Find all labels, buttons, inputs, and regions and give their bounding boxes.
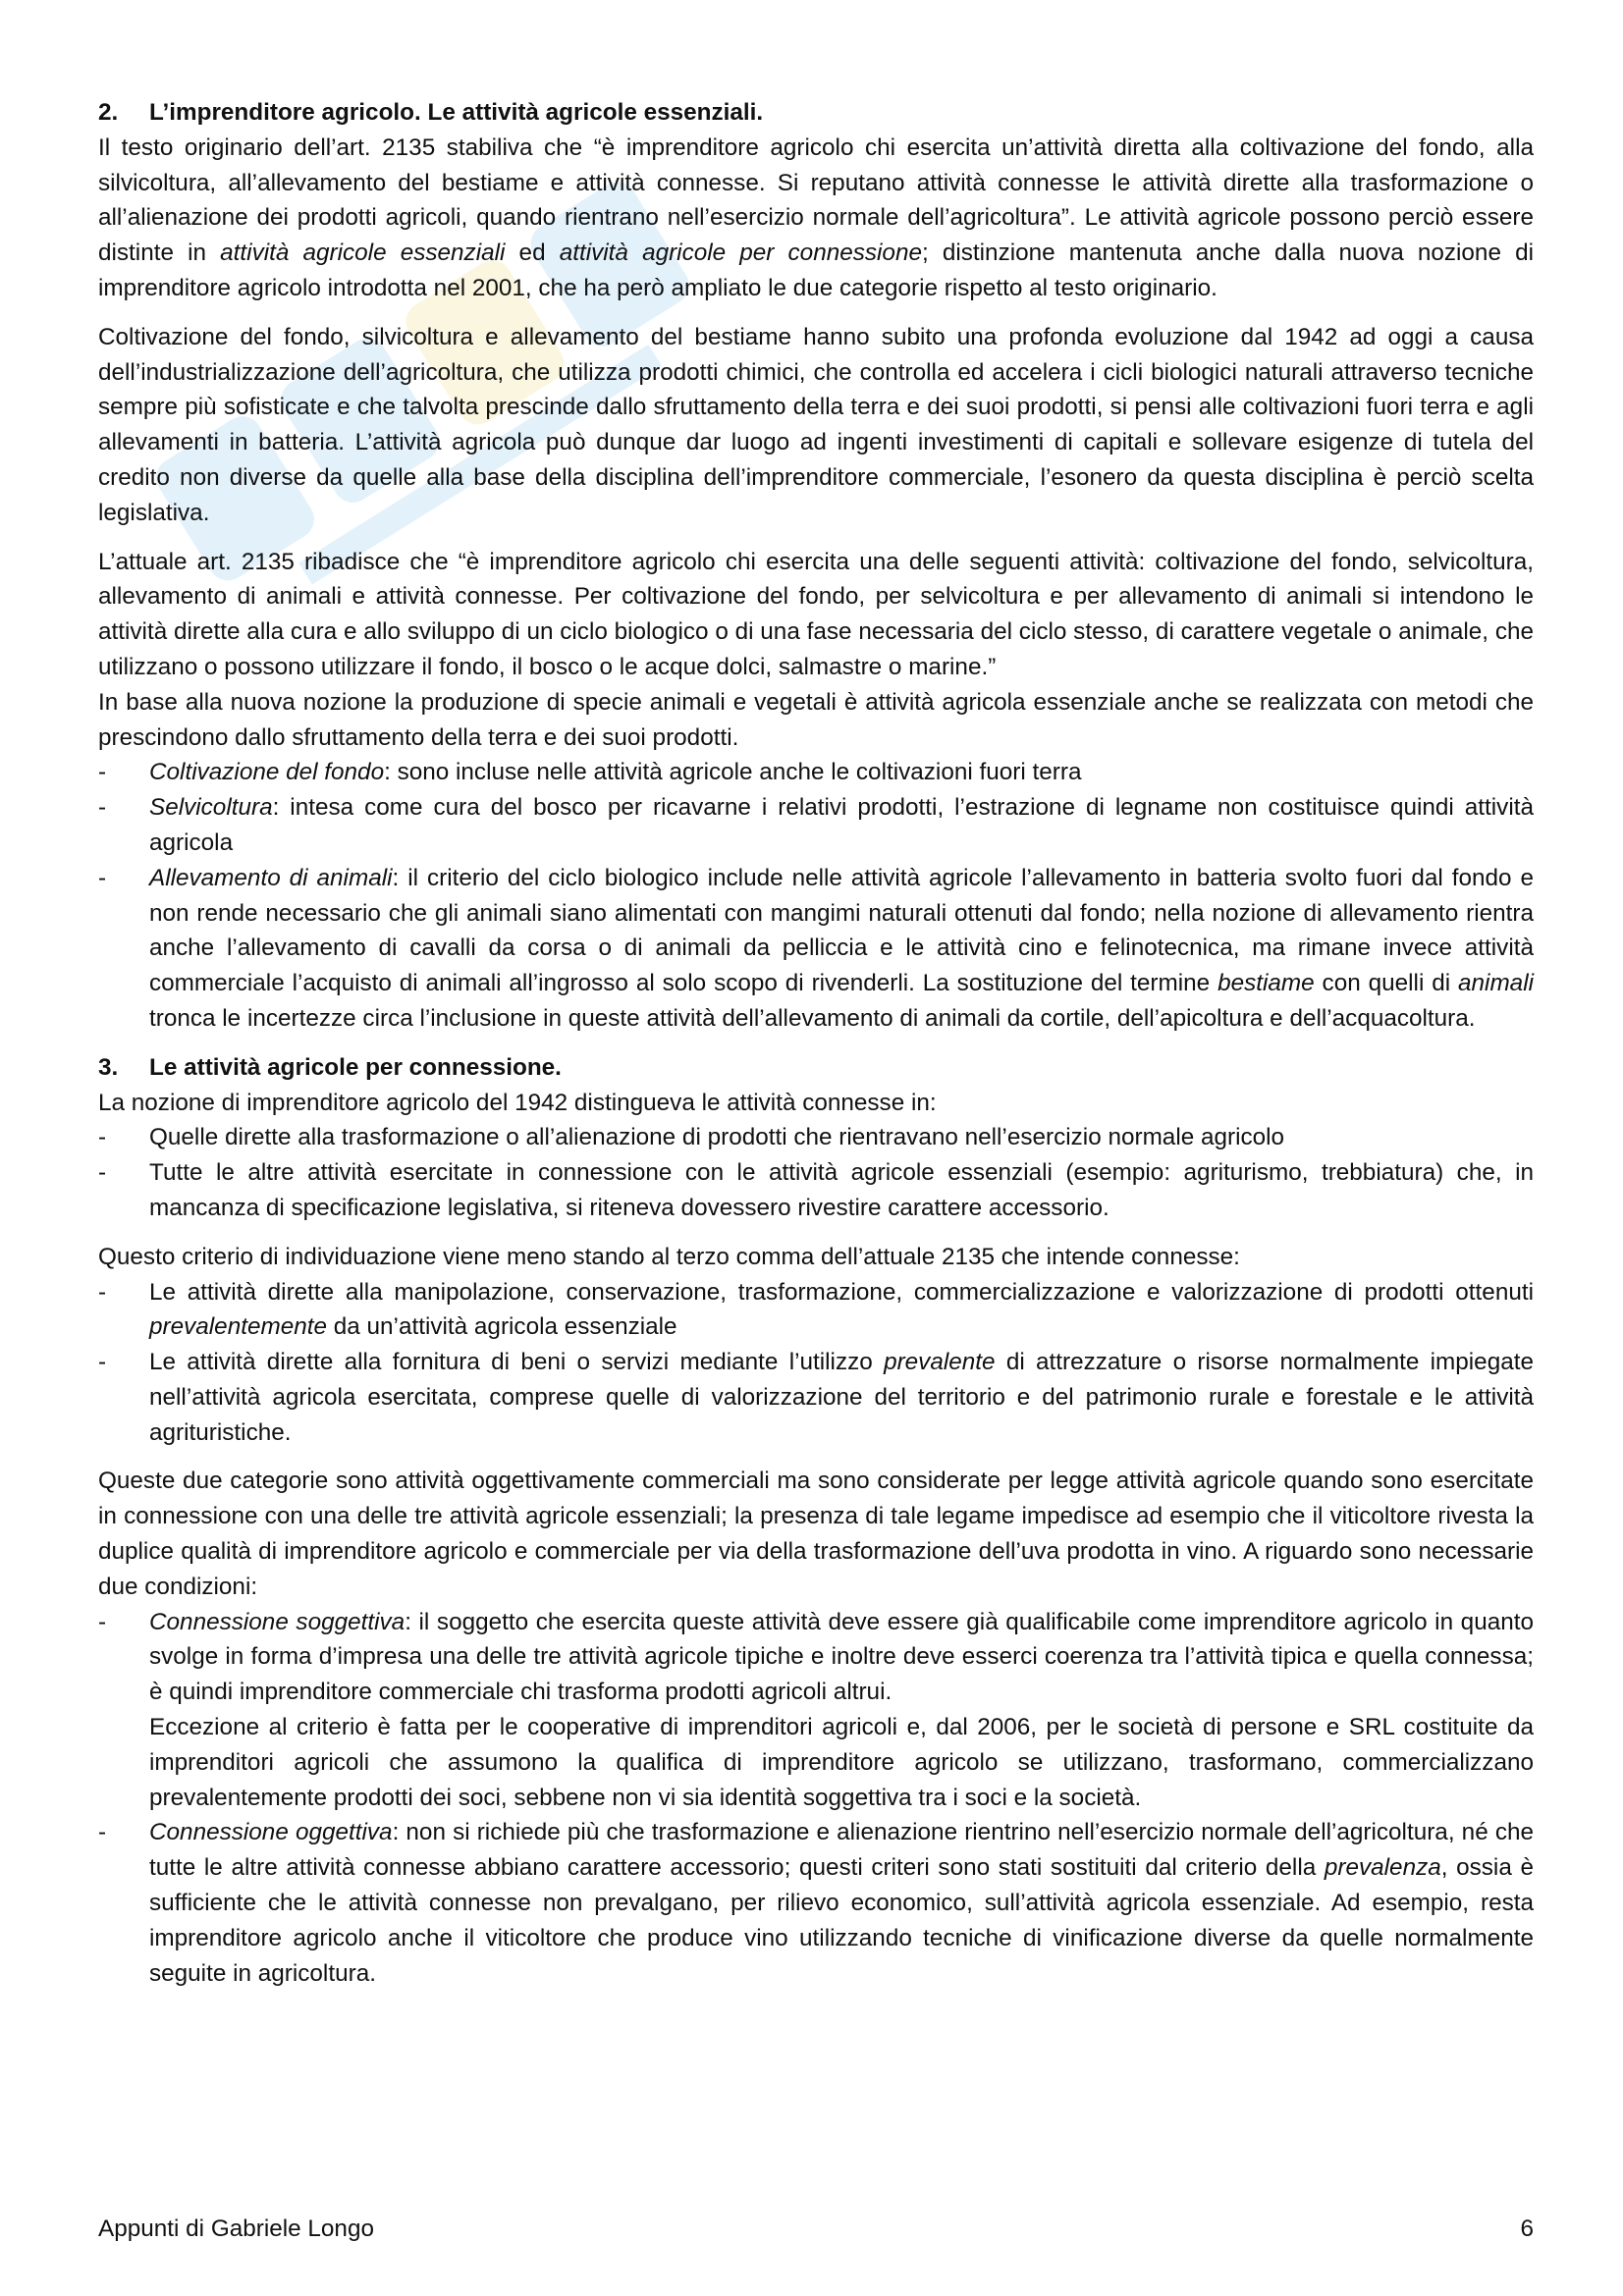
section-2-paragraph-2: Coltivazione del fondo, silvicoltura e allevamento del bestiame hanno subito una profonda evoluzione dal 1942 ad oggi a causa dell’industrializzazione dell’agricoltura, che utilizza prodotti chimici, che controlla ed accelera i cicli biologici naturali attraverso tecniche sempre più sofisticate e che talvolta prescinde dallo sfruttamento della terra e dei suoi prodotti, si pensi alle coltivazioni fuori terra e agli allevamenti in batteria. L’attività agricola può dunque dar luogo ad ingenti investimenti di capitali e sollevare esigenze di tutela del credito non diverse da quelle alla base della disciplina dell’imprenditore commerciale, l’esonero da questa disciplina è perciò scelta legislativa. (98, 323, 1534, 526)
section-2-list (98, 755, 1534, 1036)
list-item: - Le attività dirette alla fornitura di beni o servizi mediante l’utilizzo prevalente di attrezzature o risorse normalmente impiegate nell’attività agricola esercitata, comprese quelle di valorizzazione del territorio e del patrimonio rurale e forestale e le attività agrituristiche. (98, 1345, 1534, 1450)
list-item: - Le attività dirette alla manipolazione, conservazione, trasformazione, commercializzazione e valorizzazione di prodotti ottenuti prevalentemente da un’attività agricola essenziale (98, 1275, 1534, 1346)
list-item: - Tutte le altre attività esercitate in connessione con le attività agricole essenziali (esempio: agriturismo, trebbiatura) che, in mancanza di specificazione legislativa, si riteneva dovessero rivestire carattere accessorio. (98, 1155, 1534, 1226)
document-body (98, 95, 1534, 1991)
list-item: - Connessione oggettiva: non si richiede più che trasformazione e alienazione rientrino nell’esercizio normale dell’agricoltura, né che tutte le altre attività connesse abbiano carattere accessorio; questi criteri sono stati sostituiti dal criterio della prevalenza, ossia è sufficiente che le attività connesse non prevalgano, per rilievo economico, sull’attività agricola essenziale. Ad esempio, resta imprenditore agricolo anche il viticoltore che produce vino utilizzando tecniche di vinificazione diverse da quelle normalmente seguite in agricoltura. (98, 1815, 1534, 1991)
section-3-list-2 (98, 1275, 1534, 1451)
section-2-paragraph-3: L’attuale art. 2135 ribadisce che “è imprenditore agricolo chi esercita una delle seguenti attività: coltivazione del fondo, selvicoltura, allevamento di animali e attività connesse. Per coltivazione del fondo, per selvicoltura e per allevamento di animali si intendono le attività dirette alla cura e allo sviluppo di un ciclo biologico o di una fase necessaria del ciclo stesso, di carattere vegetale o animale, che utilizzano o possono utilizzare il fondo, il bosco o le acque dolci, salmastre o marine.” (98, 548, 1534, 680)
page-number: 6 (1520, 2216, 1534, 2242)
section-3-paragraph-1: La nozione di imprenditore agricolo del 1942 distingueva le attività connesse in: (98, 1089, 937, 1116)
page-footer (98, 2212, 1534, 2247)
section-3-paragraph-3: Queste due categorie sono attività oggettivamente commerciali ma sono considerate per legge attività agricole quando sono esercitate in connessione con una delle tre attività agricole essenziali; la presenza di tale legame impedisce ad esempio che il viticoltore rivesta la duplice qualità di imprenditore agricolo e commerciale per via della trasformazione dell’uva prodotta in vino. A riguardo sono necessarie due condizioni: (98, 1468, 1534, 1600)
section-3-list-1 (98, 1120, 1534, 1225)
footer-author: Appunti di Gabriele Longo (98, 2216, 374, 2242)
section-3-list-3 (98, 1605, 1534, 1992)
list-item: - Selvicoltura: intesa come cura del bosco per ricavarne i relativi prodotti, l’estrazione di legname non costituisce quindi attività agricola (98, 790, 1534, 861)
section-2-paragraph-4: In base alla nuova nozione la produzione di specie animali e vegetali è attività agricola essenziale anche se realizzata con metodi che prescindono dallo sfruttamento della terra e dei suoi prodotti. (98, 688, 1534, 751)
section-3-paragraph-2: Questo criterio di individuazione viene meno stando al terzo comma dell’attuale 2135 che intende connesse: (98, 1243, 1240, 1270)
section-2-heading: 2. L’imprenditore agricolo. Le attività agricole essenziali. (98, 99, 764, 126)
list-item: - Quelle dirette alla trasformazione o all’alienazione di prodotti che rientravano nell’esercizio normale agricolo (98, 1120, 1534, 1155)
section-3-heading: 3. Le attività agricole per connessione. (98, 1053, 562, 1081)
list-item: - Allevamento di animali: il criterio del ciclo biologico include nelle attività agricole l’allevamento in batteria svolto fuori dal fondo e non rende necessario che gli animali siano alimentati con mangimi naturali ottenuti dal fondo; nella nozione di allevamento rientra anche l’allevamento di cavalli da corsa o di animali da pelliccia e le attività cino e felinotecnica, ma rimane invece attività commerciale l’acquisto di animali all’ingrosso al solo scopo di rivenderli. La sostituzione del termine bestiame con quelli di animali tronca le incertezze circa l’inclusione in queste attività dell’allevamento di animali da cortile, dell’apicoltura e dell’acquacoltura. (98, 861, 1534, 1037)
section-2-paragraph-1: Il testo originario dell’art. 2135 stabiliva che “è imprenditore agricolo chi esercita un’attività diretta alla coltivazione del fondo, alla silvicoltura, all’allevamento del bestiame e attività connesse. Si reputano attività connesse le attività dirette alla trasformazione o all’alienazione dei prodotti agricoli, quando rientrano nell’esercizio normale dell’agricoltura”. Le attività agricole possono perciò essere distinte in attività agricole essenziali ed attività agricole per connessione; distinzione mantenuta anche dalla nuova nozione di imprenditore agricolo introdotta nel 2001, che ha però ampliato le due categorie rispetto al testo originario. (98, 133, 1535, 301)
list-item: - Coltivazione del fondo: sono incluse nelle attività agricole anche le coltivazioni fuori terra (98, 755, 1534, 790)
list-item: - Connessione soggettiva: il soggetto che esercita queste attività deve essere già qualificabile come imprenditore agricolo in quanto svolge in forma d’impresa una delle tre attività agricole tipiche e inoltre deve esserci coerenza tra l’attività tipica e quella connessa; è quindi imprenditore commerciale chi trasforma prodotti agricoli altrui. Eccezione al criterio è fatta per le cooperative di imprenditori agricoli e, dal 2006, per le società di persone e SRL costituite da imprenditori agricoli che assumono la qualifica di imprenditore agricolo se utilizzano, trasformano, commercializzano prevalentemente prodotti dei soci, sebbene non vi sia identità soggettiva tra i soci e la società. (98, 1605, 1534, 1816)
